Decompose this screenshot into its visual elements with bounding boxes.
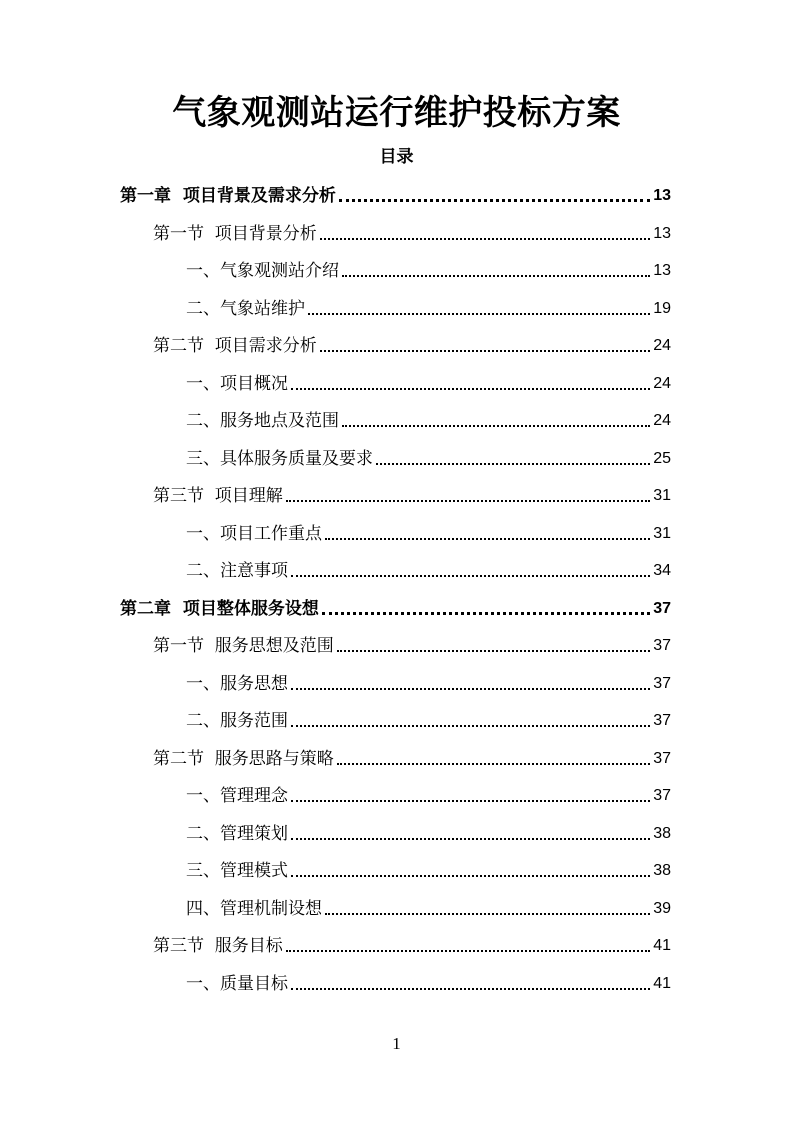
dot-leader <box>291 575 650 577</box>
toc-entry-label: 一、服务思想 <box>186 673 288 694</box>
dot-leader <box>322 612 650 615</box>
toc-entry-page: 37 <box>653 674 671 692</box>
toc-entry-label: 第二节 项目需求分析 <box>153 336 317 356</box>
dot-leader <box>337 763 650 765</box>
document-title: 气象观测站运行维护投标方案 <box>172 93 621 133</box>
toc-entry[interactable] <box>120 175 671 212</box>
toc-entry[interactable] <box>186 288 671 325</box>
toc-entry[interactable] <box>153 213 671 250</box>
toc-entry-label: 三、具体服务质量及要求 <box>186 448 373 469</box>
toc-entry-label: 一、管理理念 <box>186 786 288 806</box>
toc-entry[interactable] <box>153 625 671 662</box>
dot-leader <box>320 238 650 240</box>
toc-entry-label: 第二章 项目整体服务设想 <box>120 598 319 619</box>
toc-entry[interactable] <box>186 363 671 400</box>
dot-leader <box>376 463 650 465</box>
dot-leader <box>325 913 650 915</box>
toc-entry-page: 38 <box>653 824 671 842</box>
toc-entry-page: 37 <box>653 712 671 729</box>
toc-entry-label: 第二节 服务思路与策略 <box>153 748 334 769</box>
toc-entry[interactable] <box>153 325 671 362</box>
toc-entry-page: 37 <box>653 599 671 617</box>
dot-leader <box>339 199 650 202</box>
toc-entry[interactable] <box>186 700 671 737</box>
toc-entry-page: 24 <box>653 374 671 392</box>
toc-entry-label: 二、气象站维护 <box>186 298 305 319</box>
toc-entry[interactable] <box>186 400 671 437</box>
toc-entry-label: 一、项目工作重点 <box>186 523 322 544</box>
dot-leader <box>342 425 650 427</box>
toc-entry[interactable] <box>186 813 671 850</box>
toc-entry-label: 二、注意事项 <box>186 561 288 581</box>
toc-entry-page: 25 <box>653 449 671 467</box>
toc-entry-page: 31 <box>653 524 671 542</box>
toc-entry-label: 第三节 项目理解 <box>153 486 283 506</box>
dot-leader <box>291 988 650 990</box>
dot-leader <box>337 650 650 652</box>
dot-leader <box>291 800 650 802</box>
toc-entry[interactable] <box>186 775 671 812</box>
toc-entry-label: 二、服务地点及范围 <box>186 411 339 431</box>
dot-leader <box>291 838 650 840</box>
toc-entry-page: 39 <box>653 899 671 917</box>
toc-entry-label: 第一节 服务思想及范围 <box>153 636 334 656</box>
dot-leader <box>291 725 650 727</box>
toc-entry[interactable] <box>153 475 671 512</box>
dot-leader <box>286 500 650 502</box>
toc-entry-label: 第三节 服务目标 <box>153 936 283 956</box>
toc-entry-page: 24 <box>653 412 671 429</box>
toc-entry-label: 二、管理策划 <box>186 823 288 844</box>
toc-entry[interactable] <box>186 438 671 475</box>
toc-entry[interactable] <box>186 513 671 550</box>
toc-entry[interactable] <box>153 738 671 775</box>
toc-entry[interactable] <box>186 888 671 925</box>
toc-entry[interactable] <box>186 850 671 887</box>
page-number: 1 <box>392 1034 401 1053</box>
toc-entry-label: 一、项目概况 <box>186 373 288 394</box>
dot-leader <box>320 350 650 352</box>
toc-entry-label: 第一节 项目背景分析 <box>153 223 317 244</box>
toc-entry-label: 二、服务范围 <box>186 711 288 731</box>
toc-entry-page: 41 <box>653 937 671 954</box>
toc-entry-page: 41 <box>653 974 671 992</box>
toc-entry-page: 19 <box>653 299 671 317</box>
toc-entry-label: 第一章 项目背景及需求分析 <box>120 186 336 206</box>
dot-leader <box>308 313 650 315</box>
toc-entry[interactable] <box>186 250 671 287</box>
dot-leader <box>291 875 650 877</box>
toc-entry-label: 一、质量目标 <box>186 973 288 994</box>
toc-entry-page: 24 <box>653 337 671 354</box>
toc-heading: 目录 <box>379 147 414 167</box>
toc-entry[interactable] <box>120 588 671 625</box>
toc-entry-label: 四、管理机制设想 <box>186 898 322 919</box>
dot-leader <box>291 688 650 690</box>
toc-entry-label: 三、管理模式 <box>186 861 288 881</box>
toc-entry[interactable] <box>153 925 671 962</box>
toc-entry[interactable] <box>186 663 671 700</box>
dot-leader <box>291 388 650 390</box>
toc-entry-page: 13 <box>653 187 671 204</box>
toc-entry-page: 13 <box>653 262 671 279</box>
toc-entry[interactable] <box>186 963 671 1000</box>
toc-entry-page: 34 <box>653 562 671 579</box>
toc-entry[interactable] <box>186 550 671 587</box>
toc-entry-page: 13 <box>653 224 671 242</box>
dot-leader <box>325 538 650 540</box>
toc-entry-page: 38 <box>653 862 671 879</box>
toc-entry-label: 一、气象观测站介绍 <box>186 261 339 281</box>
toc-entry-page: 37 <box>653 749 671 767</box>
dot-leader <box>286 950 650 952</box>
toc-entry-page: 37 <box>653 787 671 804</box>
toc-entry-page: 37 <box>653 637 671 654</box>
dot-leader <box>342 275 650 277</box>
toc-entry-page: 31 <box>653 487 671 504</box>
